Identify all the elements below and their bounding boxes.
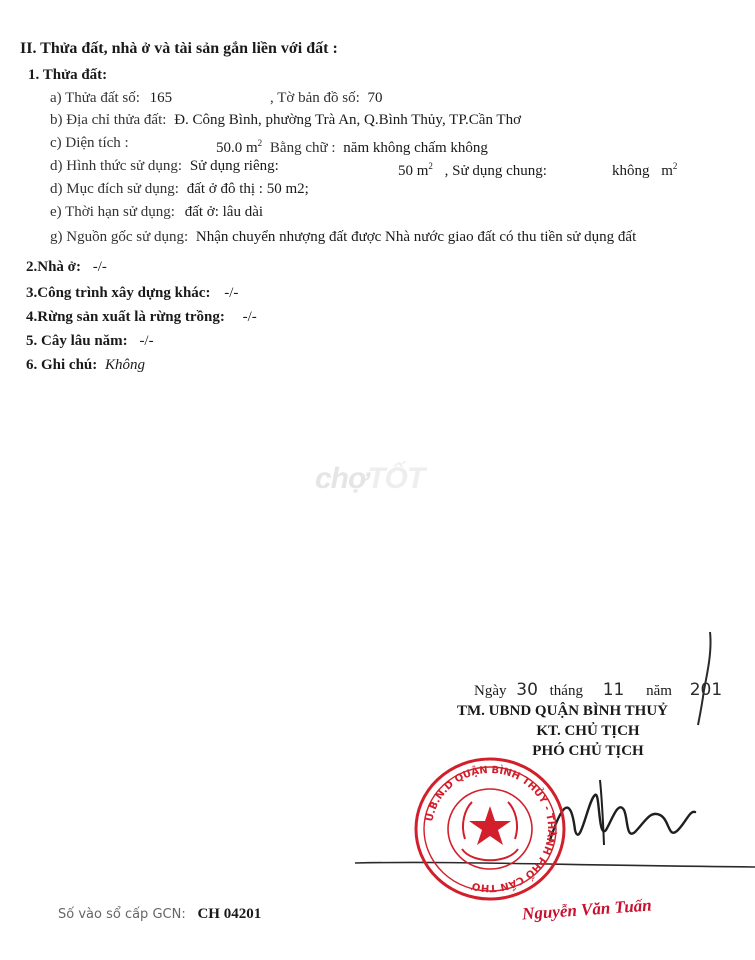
area-label-row <box>50 134 129 152</box>
area-unit-sup: 2 <box>257 138 263 148</box>
parcel-address-value: Đ. Công Bình, phường Trà An, Q.Bình Thủy, TP.Cần Thơ <box>174 112 522 128</box>
other-works-label: 3.Công trình xây dựng khác: <box>26 285 211 301</box>
house-label: 2.Nhà ở: <box>26 259 81 275</box>
other-works-value: -/- <box>224 285 239 301</box>
area-words-value: năm không chấm không <box>343 140 488 156</box>
date-month: 11 <box>602 680 625 700</box>
date-prefix: Ngày <box>474 683 507 699</box>
note-label: 6. Ghi chú: <box>26 357 98 373</box>
pen-stroke-mark <box>690 630 730 730</box>
usage-term-value: đất ở: lâu dài <box>184 204 264 220</box>
usage-purpose-value: đất ở đô thị : 50 m2; <box>186 181 309 197</box>
forest-row <box>26 308 257 326</box>
forest-label: 4.Rừng sản xuất là rừng trồng: <box>26 309 225 325</box>
stamp-ring-text: U.B.N.D QUẬN BÌNH THỦY - THÀNH PHỐ CẦN THƠ <box>424 764 557 894</box>
section-title: II. Thửa đất, nhà ở và tài sản gắn liền với đất : <box>20 40 338 57</box>
area-words-label: Bằng chữ : <box>269 140 336 156</box>
shared-use-unit: m <box>661 163 673 179</box>
usage-term-label: e) Thời hạn sử dụng: <box>50 204 175 220</box>
date-year: 201 <box>689 680 723 700</box>
date-day: 30 <box>516 680 538 700</box>
map-sheet-label: , Tờ bản đồ số: <box>270 90 360 106</box>
parcel-address-label: b) Địa chỉ thửa đất: <box>50 112 167 128</box>
watermark-part2: TỐT <box>367 462 425 495</box>
certificate-value: CH 04201 <box>197 906 262 922</box>
role-line-1: KT. CHỦ TỊCH <box>536 723 640 739</box>
area-value: 50.0 m <box>216 140 258 156</box>
org-line: TM. UBND QUẬN BÌNH THUỶ <box>457 703 668 719</box>
parcel-heading: 1. Thửa đất: <box>28 67 108 83</box>
parcel-number-row <box>50 89 172 107</box>
date-month-label: tháng <box>549 683 583 699</box>
usage-form-label: d) Hình thức sử dụng: <box>50 158 183 174</box>
shared-use-sup: 2 <box>672 161 678 171</box>
date-year-label: năm <box>646 683 672 699</box>
usage-origin-row <box>50 228 636 246</box>
private-use-value-row <box>398 157 547 180</box>
house-row <box>26 258 107 276</box>
area-value-row <box>216 134 488 157</box>
forest-value: -/- <box>242 309 257 325</box>
usage-origin-label: g) Nguồn gốc sử dụng: <box>50 229 189 245</box>
usage-purpose-row <box>50 180 309 198</box>
perennial-row <box>26 332 154 350</box>
parcel-number-label: a) Thửa đất số: <box>50 90 140 106</box>
parcel-number-value: 165 <box>149 90 173 106</box>
signing-date <box>474 681 722 700</box>
certificate-row <box>58 905 261 924</box>
map-sheet-row <box>270 89 383 107</box>
other-works-row <box>26 284 238 302</box>
signer-name: Nguyễn Văn Tuấn <box>521 895 653 924</box>
official-stamp <box>410 754 570 904</box>
parcel-address-row <box>50 111 521 129</box>
note-row <box>26 356 145 374</box>
role-line-2: PHÓ CHỦ TỊCH <box>532 743 644 759</box>
private-use-sup: 2 <box>428 161 433 171</box>
private-use-value: 50 m <box>398 163 429 179</box>
private-use-label: Sử dụng riêng: <box>189 158 279 174</box>
note-value: Không <box>105 357 146 373</box>
usage-purpose-label: d) Mục đích sử dụng: <box>50 181 179 197</box>
watermark-part1: chợ <box>315 462 368 495</box>
shared-use-value: không <box>612 163 650 179</box>
watermark <box>315 462 424 496</box>
shared-use-label: , Sử dụng chung: <box>444 163 547 179</box>
shared-use-value-row <box>612 157 677 180</box>
usage-form-row <box>50 157 279 175</box>
usage-origin-value: Nhận chuyển nhượng đất được Nhà nước giao đất có thu tiền sử dụng đất <box>195 229 637 245</box>
map-sheet-value: 70 <box>367 90 383 106</box>
perennial-value: -/- <box>139 333 154 349</box>
certificate-label: Số vào sổ cấp GCN: <box>58 907 186 922</box>
area-label: c) Diện tích : <box>50 135 129 151</box>
usage-term-row <box>50 203 263 221</box>
house-value: -/- <box>92 259 107 275</box>
perennial-label: 5. Cây lâu năm: <box>26 333 128 349</box>
